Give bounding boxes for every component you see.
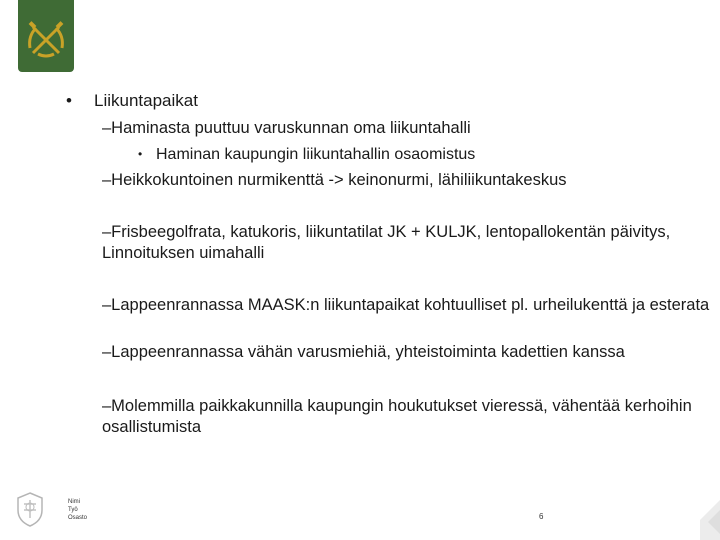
emblem-tab (18, 0, 74, 72)
content-line: –Heikkokuntoinen nurmikenttä -> keinonurmi, lähiliikuntakeskus (102, 171, 567, 189)
sub-bullet-line (138, 144, 475, 165)
content-line: –Molemmilla paikkakunnilla kaupungin houkutukset vieressä, vähentää kerhoihin osallistumista (102, 397, 692, 436)
bullet-dot: • (66, 91, 72, 110)
sub-bullet-text: Haminan kaupungin liikuntahallin osaomistus (156, 146, 476, 163)
footer-line: Työ (68, 507, 78, 513)
content-line: –Frisbeegolfrata, katukoris, liikuntatilat JK + KULJK, lentopallokentän päivitys, Linnoituksen uimahalli (102, 223, 671, 262)
content-line: –Lappeenrannassa MAASK:n liikuntapaikat kohtuulliset pl. urheilukenttä ja esterata (102, 296, 710, 314)
footer-line: Nimi (68, 499, 80, 505)
content-line: –Haminasta puuttuu varuskunnan oma liikuntahalli (102, 119, 471, 137)
crossed-swords-wreath-icon (24, 18, 68, 62)
footer-text (68, 498, 87, 522)
heading-text: Liikuntapaikat (94, 91, 198, 110)
sub-bullet-dot: • (138, 147, 143, 162)
bullet-heading (66, 90, 198, 111)
corner-decoration-icon (690, 480, 720, 540)
coat-of-arms-icon (12, 490, 48, 528)
page-number: 6 (539, 512, 544, 521)
content-line: –Lappeenrannassa vähän varusmiehiä, yhteistoiminta kadettien kanssa (102, 343, 625, 361)
footer-line: Osasto (68, 515, 88, 521)
